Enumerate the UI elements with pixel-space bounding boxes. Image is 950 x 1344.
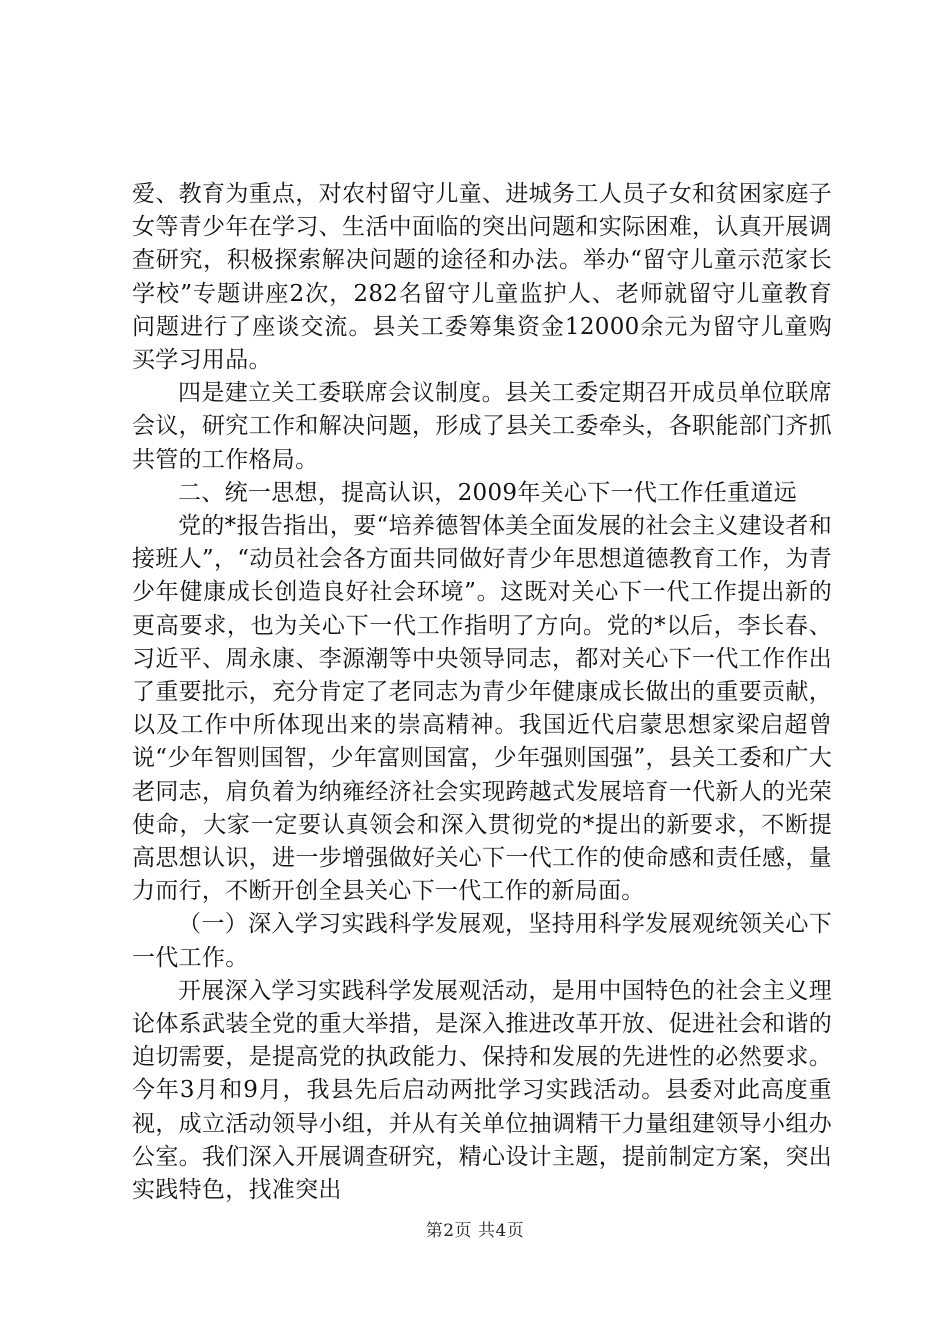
paragraph-scientific-development: 开展深入学习实践科学发展观活动，是用中国特色的社会主义理论体系武装全党的重大举措，是深入推进改革开放、促进社会和谐的迫切需要，是提高党的执政能力、保持和发展的先进性的必然要求。今年3月和9月，我县先后启动两批学习实践活动。县委对此高度重视，成立活动领导小组，并从有关单位抽调精干力量组建领导小组办公室。我们深入开展调查研究，精心设计主题，提前制定方案，突出实践特色，找准突出: [132, 977, 832, 1204]
paragraph-party-report: 党的*报告指出，要“培养德智体美全面发展的社会主义建设者和接班人”，“动员社会各方面共同做好青少年思想道德教育工作，为青少年健康成长创造良好社会环境”。这既对关心下一代工作提出新的更高要求，也为关心下一代工作指明了方向。党的*以后，李长春、习近平、周永康、李源潮等中央领导同志，都对关心下一代工作作出了重要批示，充分肯定了老同志为青少年健康成长做出的重要贡献，以及工作中所体现出来的崇高精神。我国近代启蒙思想家梁启超曾说“少年智则国智，少年富则国富，少年强则国强”，县关工委和广大老同志，肩负着为纳雍经济社会实现跨越式发展培育一代新人的光荣使命，大家一定要认真领会和深入贯彻党的*提出的新要求，不断提高思想认识，进一步增强做好关心下一代工作的使命感和责任感，量力而行，不断开创全县关心下一代工作的新局面。: [132, 513, 832, 905]
document-body: [132, 178, 832, 1207]
section-heading-two: 二、统一思想，提高认识，2009年关心下一代工作任重道远: [178, 479, 797, 506]
paragraph-joint-meeting-system: 四是建立关工委联席会议制度。县关工委定期召开成员单位联席会议，研究工作和解决问题，形成了县关工委牵头，各职能部门齐抓共管的工作格局。: [132, 380, 832, 473]
paragraph-left-behind-children: 爱、教育为重点，对农村留守儿童、进城务工人员子女和贫困家庭子女等青少年在学习、生活中面临的突出问题和实际困难，认真开展调查研究，积极探索解决问题的途径和办法。举办“留守儿童示范家长学校”专题讲座2次，282名留守儿童监护人、老师就留守儿童教育问题进行了座谈交流。县关工委筹集资金12000余元为留守儿童购买学习用品。: [132, 181, 832, 374]
subsection-heading-one: （一）深入学习实践科学发展观，坚持用科学发展观统领关心下一代工作。: [132, 911, 832, 971]
page-footer: 第2页 共4页: [425, 1221, 525, 1241]
